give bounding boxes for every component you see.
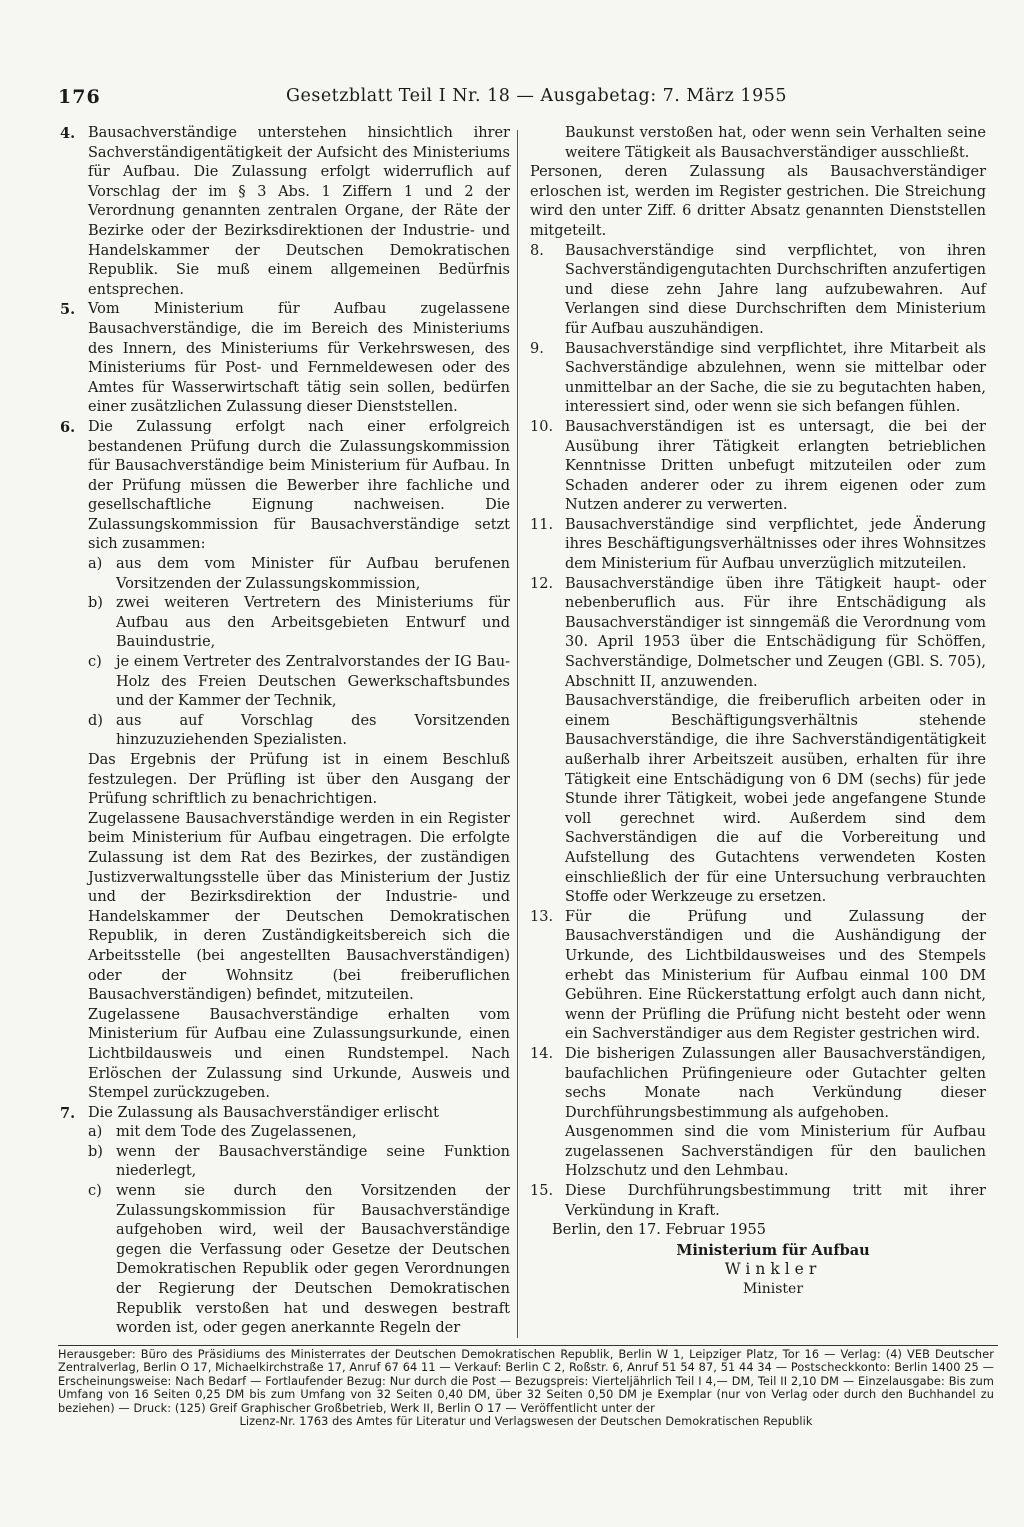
section-number: 14. xyxy=(530,1045,554,1062)
section-7-list xyxy=(60,1123,510,1339)
section-intro: Die Zulassung erfolgt nach einer erfolgreich bestandenen Prüfung durch die Zulassungskommission für Bausachverständige beim Ministerium für Aufbau. In der Prüfung müssen die Bewerber ihre fachliche und gesellschaftliche Eignung nachweisen. Die Zulassungskommission für Bausachverständige setzt sich zusammen: xyxy=(88,418,510,553)
section-13 xyxy=(530,908,986,1045)
list-item xyxy=(88,555,510,594)
section-number: 8. xyxy=(530,242,544,259)
list-item xyxy=(88,594,510,653)
section-text: Bausachverständigen ist es untersagt, die bei der Ausübung ihrer Tätigkeit erlangten betrieblichen Kenntnisse Dritten unbefugt mitzuteilen oder zum Schaden anderer oder zu ihrem eigenen oder zum Nutzen anderer zu verwerten. xyxy=(565,418,986,514)
section-9 xyxy=(530,340,986,418)
signatory-role: Minister xyxy=(742,1281,804,1298)
list-label: d) xyxy=(88,712,103,729)
section-text: Die bisherigen Zulassungen aller Bausachverständigen, baufachlichen Prüfingenieure oder Gutachter gelten sechs Monate nach Verkündung dieser Durchführungsbestimmung als aufgehoben. xyxy=(565,1045,986,1121)
footer-divider xyxy=(58,1345,998,1346)
section-number: 10. xyxy=(530,418,554,435)
section-number: 9. xyxy=(530,340,544,357)
page-number: 176 xyxy=(58,86,101,108)
paragraph: Das Ergebnis der Prüfung ist in einem Beschluß festzulegen. Der Prüfling ist über den Ausgang der Prüfung schriftlich zu benachrichtigen. xyxy=(88,752,510,808)
section-8 xyxy=(530,242,986,340)
list-text: aus dem vom Minister für Aufbau berufenen Vorsitzenden der Zulassungskommission, xyxy=(116,556,510,592)
section-number: 5. xyxy=(60,301,76,319)
section-12 xyxy=(530,575,986,693)
list-item xyxy=(88,1182,510,1339)
section-text: Für die Prüfung und Zulassung der Bausachverständigen und die Aushändigung der Urkunde, des Lichtbildausweises und des Stempels erhebt das Ministerium für Aufbau einmal 100 DM Gebühren. Eine Rückerstattung erfolgt auch dann nicht, wenn der Prüfling die Prüfung nicht besteht oder wenn ein Sachverständiger aus dem Register gestrichen wird. xyxy=(565,908,986,1043)
section-4 xyxy=(60,124,510,300)
paragraph: Bausachverständige, die freiberuflich arbeiten oder in einem Beschäftigungsverhältnis stehende Bausachverständige, die ihre Sachverständigentätigkeit außerhalb ihrer Arbeitszeit ausüben, erhalten für ihre Tätigkeit eine Entschädigung von 6 DM (sechs) für jede Stunde ihrer Tätigkeit, wobei jede angefangene Stunde voll gerechnet wird. Außerdem sind dem Sachverständigen die auf die Vorbereitung und Aufstellung des Gutachtens verwendeten Kosten einschließlich der für eine Untersuchung verbrauchten Stoffe oder Werkzeuge zu ersetzen. xyxy=(565,693,986,906)
list-item xyxy=(88,1143,510,1182)
list-item xyxy=(88,1123,510,1143)
paragraph: Baukunst verstoßen hat, oder wenn sein Verhalten seine weitere Tätigkeit als Bausachverständiger ausschließt. xyxy=(565,125,986,161)
section-text: Diese Durchführungsbestimmung tritt mit ihrer Verkündung in Kraft. xyxy=(565,1183,986,1219)
section-text: Vom Ministerium für Aufbau zugelassene Bausachverständige, die im Bereich des Ministeriums des Innern, des Ministeriums für Verkehrswesen, des Ministeriums für Post- und Fernmeldewesen oder des Amtes für Wasserwirtschaft tätig sein sollen, bedürfen einer zusätzlichen Zulassung dieser Dienststellen. xyxy=(88,301,510,416)
section-number: 12. xyxy=(530,575,554,592)
list-text: zwei weiteren Vertretern des Ministeriums für Aufbau aus den Arbeitsgebieten Entwurf und Bauindustrie, xyxy=(116,595,510,651)
list-label: c) xyxy=(88,1183,102,1200)
section-14 xyxy=(530,1045,986,1123)
list-label: b) xyxy=(88,595,103,612)
paragraph: Zugelassene Bausachverständige werden in ein Register beim Ministerium für Aufbau eingetragen. Die erfolgte Zulassung ist dem Rat des Bezirkes, der zuständigen Justizverwaltungsstelle über das Ministerium der Justiz und der Bezirksdirektion der Industrie- und Handelskammer der Deutschen Demokratischen Republik, in deren Zuständigkeitsbereich sich die Arbeitsstelle (bei angestellten Bausachverständigen) oder der Wohnsitz (bei freiberuflichen Bausachverständigen) befindet, mitzuteilen. xyxy=(88,810,510,1004)
section-11 xyxy=(530,516,986,575)
left-column xyxy=(60,124,510,1339)
list-item xyxy=(88,653,510,712)
section-number: 15. xyxy=(530,1183,554,1200)
section-text: Bausachverständige sind verpflichtet, jede Änderung ihres Beschäftigungsverhältnisses oder ihres Wohnsitzes dem Ministerium für Aufbau unverzüglich mitzuteilen. xyxy=(565,516,986,573)
imprint-text: Herausgeber: Büro des Präsidiums des Ministerrates der Deutschen Demokratischen Republik, Berlin W 1, Leipziger Platz, Tor 16 — Verlag: (4) VEB Deutscher Zentralverlag, Berlin O 17, Michaelkirchstraße 17, Anruf 67 64 11 — Verkauf: Berlin C 2, Roßstr. 6, Anruf 51 54 87, 51 44 34 — Postscheckkonto: Berlin 1400 25 — Erscheinungsweise: Nach Bedarf — Fortlaufender Bezug: Nur durch die Post — Bezugspreis: Vierteljährlich Teil I 4,— DM, Teil II 2,10 DM — Einzelausgabe: Bis zum Umfang von 16 Seiten 0,25 DM bis zum Umfang von 32 Seiten 0,40 DM, über 32 Seiten 0,50 DM je Exemplar (nur von Verlag oder durch den Buchhandel zu beziehen) — Druck: (125) Greif Graphischer Großbetrieb, Werk II, Berlin O 17 — Veröffentlicht unter der xyxy=(58,1348,994,1415)
section-5 xyxy=(60,300,510,418)
section-intro: Die Zulassung als Bausachverständiger erlischt xyxy=(88,1104,439,1121)
list-label: a) xyxy=(88,1124,103,1141)
paragraph: Personen, deren Zulassung als Bausachverständiger erloschen ist, werden im Register gestrichen. Die Streichung wird den unter Ziff. 6 dritter Absatz genannten Dienststellen mitgeteilt. xyxy=(530,164,986,239)
list-label: c) xyxy=(88,654,102,671)
right-column xyxy=(530,124,986,1300)
section-7 xyxy=(60,1104,510,1124)
list-text: wenn sie durch den Vorsitzenden der Zulassungskommission für Bausachverständige aufgehoben wird, weil der Bausachverständige gegen die Verfassung oder Gesetze der Deutschen Demokratischen Republik oder gegen Verordnungen der Regierung der Deutschen Demokratischen Republik verstoßen hat und deswegen bestraft worden ist, oder gegen anerkannte Regeln der xyxy=(116,1183,510,1337)
imprint-footer xyxy=(58,1348,994,1428)
section-6-list xyxy=(60,555,510,751)
list-text: aus auf Vorschlag des Vorsitzenden hinzuzuziehenden Spezialisten. xyxy=(116,712,510,749)
header-title: Gesetzblatt Teil I Nr. 18 — Ausgabetag: 7. März 1955 xyxy=(286,86,787,106)
section-text: Bausachverständige unterstehen hinsichtlich ihrer Sachverständigentätigkeit der Aufsicht des Ministeriums für Aufbau. Die Zulassung erfolgt widerruflich auf Vorschlag der im § 3 Abs. 1 Ziffern 1 und 2 der Verordnung genannten zentralen Organe, der Räte der Bezirke oder der Bezirksdirektionen der Industrie- und Handelskammer der Deutschen Demokratischen Republik. Sie muß einem allgemeinen Bedürfnis entsprechen. xyxy=(88,125,510,298)
section-number: 6. xyxy=(60,418,76,436)
section-text: Bausachverständige üben ihre Tätigkeit haupt- oder nebenberuflich aus. Für ihre Entschädigung als Bausachverständiger ist sinngemäß die Verordnung vom 30. April 1953 über die Entschädigung für Schöffen, Sachverständige, Dolmetscher und Zeugen (GBl. S. 705), Abschnitt II, anzuwenden. xyxy=(565,575,986,690)
section-text: Bausachverständige sind verpflichtet, ihre Mitarbeit als Sachverständige abzulehnen, wenn sie mittelbar oder unmittelbar an der Sache, die sie zu begutachten haben, interessiert sind, oder wenn sie sich befangen fühlen. xyxy=(565,340,986,416)
list-text: je einem Vertreter des Zentralvorstandes der IG Bau-Holz des Freien Deutschen Gewerkschaftsbundes und der Kammer der Technik, xyxy=(116,654,510,710)
section-10 xyxy=(530,418,986,516)
signatory-name: Winkler xyxy=(724,1260,822,1279)
section-number: 13. xyxy=(530,908,554,925)
ministry-name: Ministerium für Aufbau xyxy=(676,1241,870,1259)
place-date: Berlin, den 17. Februar 1955 xyxy=(552,1222,766,1239)
list-item xyxy=(88,712,510,751)
paragraph: Zugelassene Bausachverständige erhalten vom Ministerium für Aufbau eine Zulassungsurkunde, einen Lichtbildausweis und einen Rundstempel. Nach Erlöschen der Zulassung sind Urkunde, Ausweis und Stempel zurückzugeben. xyxy=(88,1006,510,1102)
page-header xyxy=(58,86,998,110)
signature-block xyxy=(530,1221,986,1299)
section-6 xyxy=(60,418,510,555)
list-text: wenn der Bausachverständige seine Funktion niederlegt, xyxy=(116,1143,510,1180)
paragraph: Ausgenommen sind die vom Ministerium für Aufbau zugelassenen Sachverständigen für den baulichen Holzschutz und den Lehmbau. xyxy=(565,1124,986,1180)
section-15 xyxy=(530,1182,986,1221)
column-divider xyxy=(517,130,518,1338)
section-text: Bausachverständige sind verpflichtet, von ihren Sachverständigengutachten Durchschriften anzufertigen und diese zehn Jahre lang aufzubewahren. Auf Verlangen sind diese Durchschriften dem Ministerium für Aufbau auszuhändigen. xyxy=(565,242,986,337)
list-label: b) xyxy=(88,1143,103,1160)
list-label: a) xyxy=(88,556,103,573)
list-text: mit dem Tode des Zugelassenen, xyxy=(116,1124,357,1141)
license-text: Lizenz-Nr. 1763 des Amtes für Literatur und Verlagswesen der Deutschen Demokratischen Republik xyxy=(239,1415,813,1429)
section-number: 11. xyxy=(530,516,554,533)
section-number: 7. xyxy=(60,1104,76,1122)
section-number: 4. xyxy=(60,125,76,142)
